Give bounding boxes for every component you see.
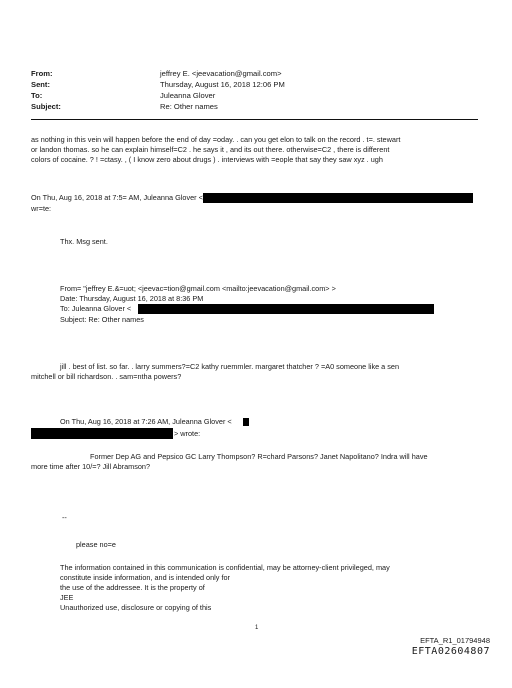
signature-note: please no=e xyxy=(76,540,116,549)
forwarded-from: From= "jeffrey E.&=uot; <jeevac=tion@gmail.com <mailto:jeevacation@gmail.com> > xyxy=(60,284,336,293)
body-line: mitchell or bill richardson. . sam=ntha powers? xyxy=(31,372,182,381)
forwarded-subject: Subject: Re: Other names xyxy=(60,315,144,324)
quote-attribution: On Thu, Aug 16, 2018 at 7:26 AM, Juleanna Glover < xyxy=(60,417,232,426)
redaction-bar xyxy=(138,304,434,314)
sent-label: Sent: xyxy=(31,80,50,89)
disclaimer-line: the use of the addressee. It is the property of xyxy=(60,583,205,592)
body-line: or landon thomas. so he can explain himself=C2 . he says it , and its out there. otherwise=C2 , there is different xyxy=(31,145,390,154)
forwarded-date: Date: Thursday, August 16, 2018 at 8:36 PM xyxy=(60,294,204,303)
from-label: From: xyxy=(31,69,53,78)
quote-attribution-cont: > wrote: xyxy=(174,429,201,438)
forwarded-to: To: Juleanna Glover < xyxy=(60,304,132,313)
body-line: jill . best of list. so far. . larry summers?=C2 kathy ruemmler. margaret thatcher ? =A0 someone like a sen xyxy=(60,362,400,371)
page-number: 1 xyxy=(255,625,259,631)
body-line: Former Dep AG and Pepsico GC Larry Thompson? R=chard Parsons? Janet Napolitano? Indra will have xyxy=(90,452,428,461)
header-divider xyxy=(31,119,478,120)
quote-attribution-cont: wr=te: xyxy=(31,204,52,213)
bates-number-small: EFTA_R1_01794948 xyxy=(420,636,490,645)
disclaimer-line: JEE xyxy=(60,593,74,602)
disclaimer-line: Unauthorized use, disclosure or copying of this xyxy=(60,603,212,612)
disclaimer-line: constitute inside information, and is intended only for xyxy=(60,573,230,582)
redaction-bar xyxy=(243,418,249,426)
signature-separator: -- xyxy=(62,513,67,522)
redaction-bar xyxy=(31,428,173,439)
body-line: Thx. Msg sent. xyxy=(60,237,108,246)
quote-attribution: On Thu, Aug 16, 2018 at 7:5= AM, Juleanna Glover < xyxy=(31,193,203,202)
body-line: more time after 10/=? Jill Abramson? xyxy=(31,462,151,471)
bates-number-large: EFTA02604807 xyxy=(411,646,490,657)
redaction-bar xyxy=(203,193,473,203)
sent-value: Thursday, August 16, 2018 12:06 PM xyxy=(160,80,285,89)
to-value: Juleanna Glover xyxy=(160,91,216,100)
subject-value: Re: Other names xyxy=(160,102,218,111)
to-label: To: xyxy=(31,91,43,100)
disclaimer-line: The information contained in this communication is confidential, may be attorney-client privileged, may xyxy=(60,563,390,572)
body-line: colors of cocaine. ? ! =ctasy. , ( I know zero about drugs ) . interviews with =eople that say they saw xyz . ugh xyxy=(31,155,383,164)
subject-label: Subject: xyxy=(31,102,61,111)
from-value: jeffrey E. <jeevacation@gmail.com> xyxy=(160,69,282,78)
body-line: as nothing in this vein will happen before the end of day =oday. . can you get elon to talk on the record . t=. stewart xyxy=(31,135,401,144)
